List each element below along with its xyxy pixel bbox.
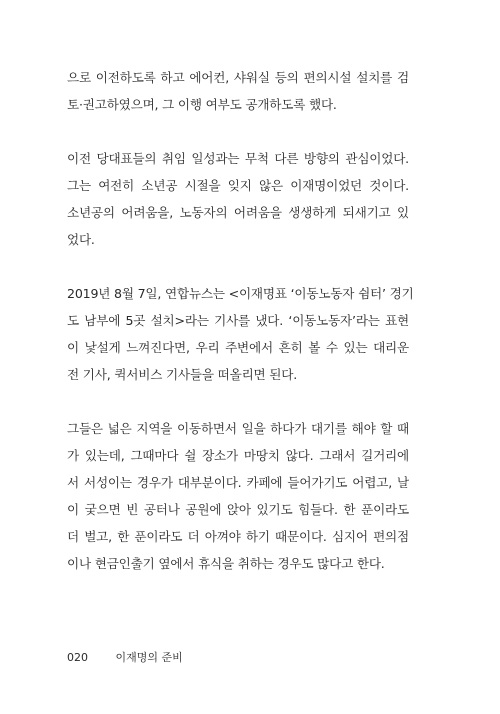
text-line: 으로 이전하도록 하고 에어컨, 샤워실 등의 편의시설 설치를 검 [67,70,409,85]
text-line: 그들은 넓은 지역을 이동하면서 일을 하다가 대기를 해야 할 때 [67,421,409,436]
paragraph-4 [67,415,409,577]
body-text [67,64,414,604]
text-line: 이전 당대표들의 취임 일성과는 무척 다른 방향의 관심이었다. [67,151,409,166]
paragraph-3 [67,280,414,388]
text-line: 도 남부에 5곳 설치>라는 기사를 냈다. ‘이동노동자’라는 표현 [67,313,409,328]
running-title: 이재명의 준비 [115,651,183,664]
text-line: 2019년 8월 7일, 연합뉴스는 <이재명표 ‘이동노동자 쉼터’ 경기 [67,286,414,301]
text-line: 서 서성이는 경우가 대부분이다. 카페에 들어가기도 어렵고, 날 [67,475,409,490]
page-footer [67,649,183,665]
text-line: 그는 여전히 소년공 시절을 잊지 않은 이재명이었던 것이다. [67,178,409,193]
text-line: 었다. [67,232,95,247]
text-line: 이 낯설게 느껴진다면, 우리 주변에서 흔히 볼 수 있는 대리운 [67,340,409,355]
text-line: 토·권고하였으며, 그 이행 여부도 공개하도록 했다. [67,97,337,112]
text-line: 이나 현금인출기 옆에서 휴식을 취하는 경우도 많다고 한다. [67,556,385,571]
paragraph-1 [67,64,409,118]
text-line: 더 벌고, 한 푼이라도 더 아껴야 하기 때문이다. 심지어 편의점 [67,529,409,544]
text-line: 이 궂으면 빈 공터나 공원에 앉아 있기도 힘들다. 한 푼이라도 [67,502,409,517]
page-number: 020 [67,651,88,664]
paragraph-2 [67,145,409,253]
text-line: 가 있는데, 그때마다 쉴 장소가 마땅치 않다. 그래서 길거리에 [67,448,409,463]
text-line: 소년공의 어려움을, 노동자의 어려움을 생생하게 되새기고 있 [67,205,409,220]
text-line: 전 기사, 퀵서비스 기사들을 떠올리면 된다. [67,367,298,382]
